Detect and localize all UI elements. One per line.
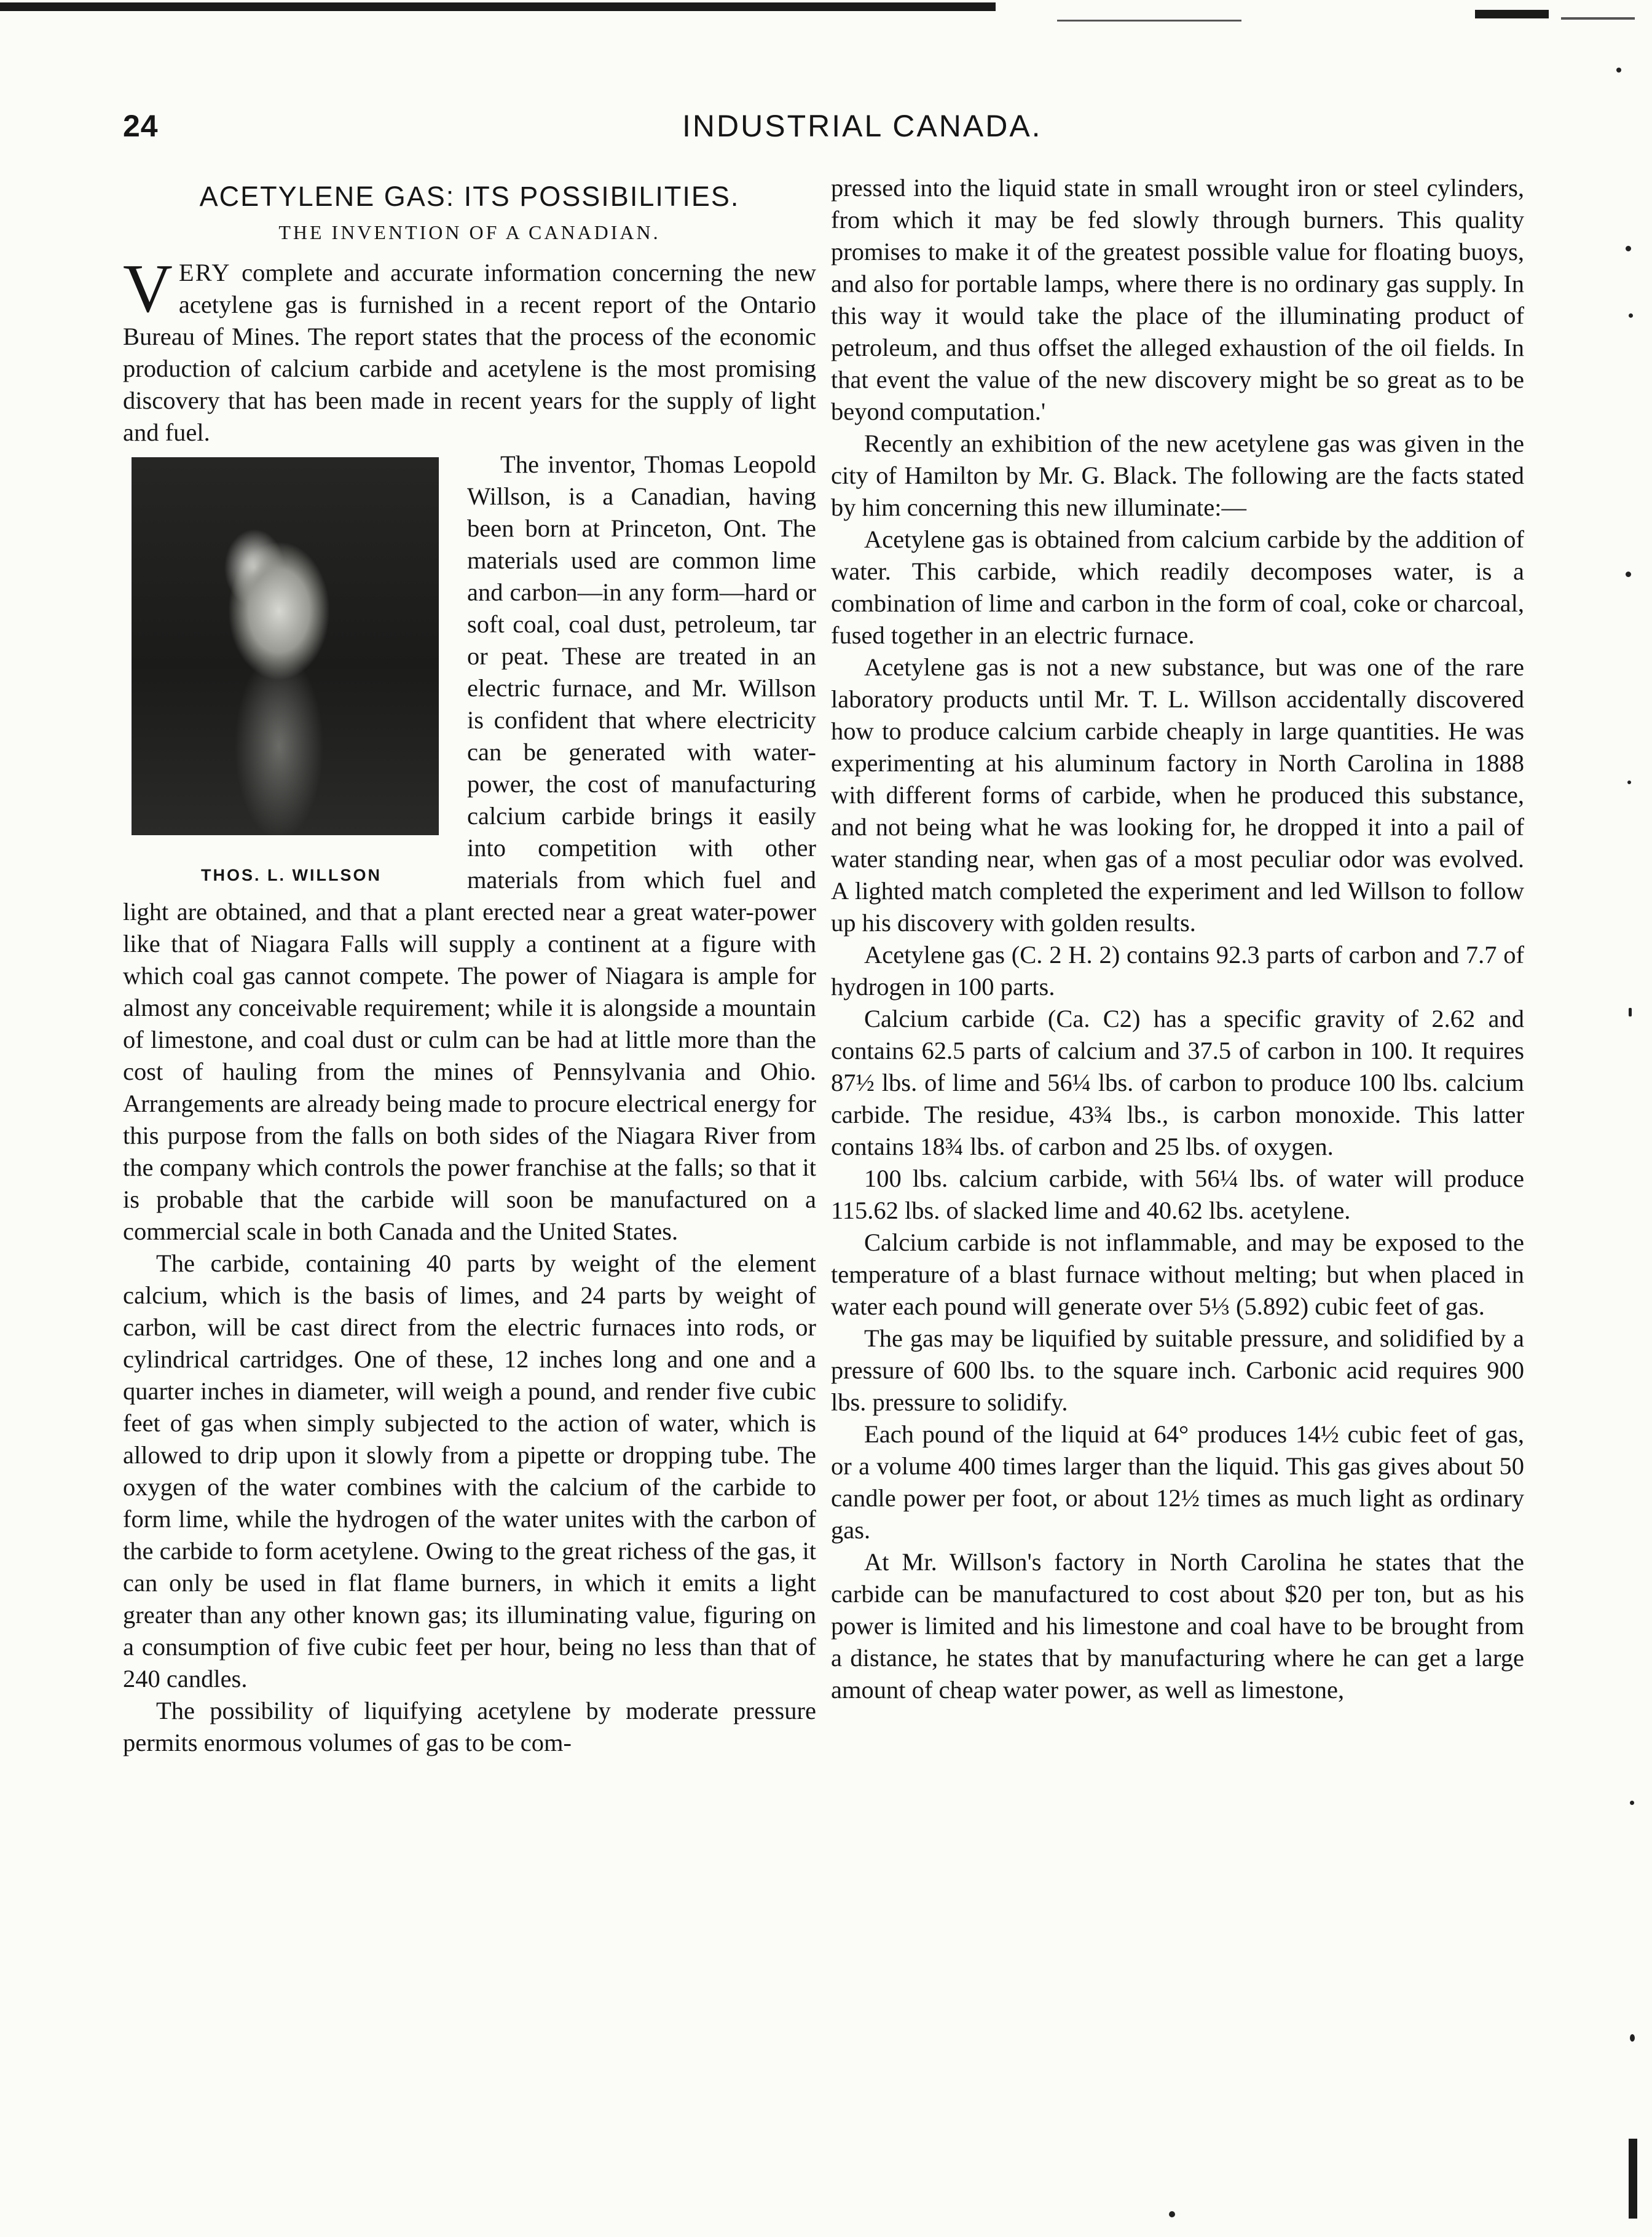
scan-speck — [1626, 246, 1631, 251]
article-headline: ACETYLENE GAS: ITS POSSIBILITIES. — [199, 181, 740, 212]
paragraph: At Mr. Willson's factory in North Carolina he states that the carbide can be manufactured to cost about $20 per ton, but as his power is limited and his limestone and coal have to be brought from a distance, he states that by manufacturing where he can get a large amount of cheap water power, as well as limestone, — [831, 1548, 1524, 1704]
drop-cap: V — [123, 251, 173, 327]
paragraph: The carbide, containing 40 parts by weight of the element calcium, which is the basis of limes, and 24 parts by weight of carbon, will be cast direct from the electric furnaces into rods, or cylindrical cartridges. One of these, 12 inches long and one and a quarter inches in diameter, will weigh a pound, and render five cubic feet of gas when simply subjected to the action of water, which is allowed to drip upon it slowly from a pipette or dropping tube. The oxygen of the water combines with the calcium of the carbide to form lime, while the hydrogen of the water unites with the carbon of the carbide to form acetylene. Owing to the great richess of the gas, it can only be used in flat flame burners, in which it emits a light greater than any other known gas; its illuminating value, figuring on a consumption of five cubic feet per hour, being no less than that of 240 candles. — [123, 1249, 816, 1692]
paragraph: pressed into the liquid state in small wrought iron or steel cylinders, from which it may be fed slowly through burners. This quality promises to make it of the greatest possible value for floating buoys, and also for portable lamps, where there is no ordinary gas supply. In this way it would take the place of the illuminating product of petroleum, and thus offset the alleged exhaustion of the oil fields. In that event the value of the new discovery might be so great as to be beyond computation.' — [831, 174, 1524, 425]
lead-caps: ERY — [178, 259, 231, 286]
paragraph: Acetylene gas (C. 2 H. 2) contains 92.3 parts of carbon and 7.7 of hydrogen in 100 parts. — [831, 941, 1524, 1001]
paragraph: Recently an exhibition of the new acetylene gas was given in the city of Hamilton by Mr. G. Black. The following are the facts stated by him concerning this new illuminate:— — [831, 430, 1524, 521]
scan-speck — [1629, 1008, 1632, 1016]
paragraph: 100 lbs. calcium carbide, with 56¼ lbs. of water will produce 115.62 lbs. of slacked lime and 40.62 lbs. acetylene. — [831, 1165, 1524, 1224]
scan-speck — [1630, 1801, 1634, 1805]
portrait-figure — [132, 457, 451, 886]
article-subheadline: THE INVENTION OF A CANADIAN. — [278, 221, 661, 243]
top-rule-fragment — [1475, 10, 1549, 18]
running-title: INDUSTRIAL CANADA. — [682, 109, 1042, 143]
paragraph: Each pound of the liquid at 64° produces 14½ cubic feet of gas, or a volume 400 times larger than the liquid. This gas gives about 50 candle power per foot, or about 12½ times as much light as ordinary gas. — [831, 1420, 1524, 1544]
scan-speck — [1629, 313, 1633, 318]
right-column — [831, 172, 1524, 2169]
portrait-photo — [132, 457, 439, 835]
paragraph: The inventor, Thomas Leopold Willson, is a Canadian, having been born at Princeton, Ont. The materials used are common lime and carbon—in any form—hard or soft coal, coal dust, petroleum, tar or peat. These are treated in an electric furnace, and Mr. Willson is confident that where electricity can be generated with water-power, the cost of manufacturing calcium carbide brings it easily into competition with other materials from which fuel and light are obtained, and that a plant erected near a great water-power like that of Niagara Falls will supply a continent at a figure with which coal gas cannot compete. The power of Niagara is ample for almost any conceivable requirement; while it is alongside a mountain of limestone, and coal dust or culm can be had at little more than the cost of hauling from the mines of Pennsylvania and Ohio. Arrangements are already being made to procure electrical energy for this purpose from the falls on both sides of the Niagara River from the company which controls the power franchise at the falls; so that it is probable that the carbide will soon be manufactured on a commercial scale in both Canada and the United States. — [123, 450, 816, 1245]
scan-speck — [1630, 2034, 1635, 2042]
paragraph: Acetylene gas is obtained from calcium carbide by the addition of water. This carbide, which readily decomposes water, is a combination of lime and carbon in the form of coal, coke or charcoal, fused together in an electric furnace. — [831, 525, 1524, 649]
top-rule — [0, 2, 996, 11]
scan-speck — [1616, 68, 1621, 73]
scan-speck — [1626, 572, 1631, 577]
left-column — [123, 172, 816, 2169]
paragraph: Acetylene gas is not a new substance, but was one of the rare laboratory products until Mr. T. L. Willson accidentally discovered how to produce calcium carbide cheaply in large quantities. He was experimenting at his aluminum factory in North Carolina in 1888 with different forms of carbide, when he produced this substance, and not being what he was looking for, he dropped it into a pail of water standing near, when gas of a most peculiar odor was evolved. A lighted match completed the experiment and led Willson to follow up his discovery with golden results. — [831, 653, 1524, 937]
paragraph: The gas may be liquified by suitable pressure, and solidified by a pressure of 600 lbs. to the square inch. Carbonic acid requires 900 lbs. pressure to solidify. — [831, 1324, 1524, 1416]
top-rule-fragment — [1057, 20, 1241, 22]
scan-speck — [1169, 2211, 1175, 2217]
paragraph: Calcium carbide (Ca. C2) has a specific gravity of 2.62 and contains 62.5 parts of calcium and 37.5 of carbon in 100. It requires 87½ lbs. of lime and 56¼ lbs. of carbon to produce 100 lbs. calcium carbide. The residue, 43¾ lbs., is carbon monoxide. This latter contains 18¾ lbs. of carbon and 25 lbs. of oxygen. — [831, 1005, 1524, 1160]
paragraph: Calcium carbide is not inflammable, and may be exposed to the temperature of a blast furnace without melting; but when placed in water each pound will generate over 5⅓ (5.892) cubic feet of gas. — [831, 1229, 1524, 1320]
paragraph: The possibility of liquifying acetylene by moderate pressure permits enormous volumes of gas to be com- — [123, 1697, 816, 1756]
photo-caption: THOS. L. WILLSON — [201, 866, 382, 884]
page-number: 24 — [123, 109, 159, 143]
scan-speck — [1627, 780, 1631, 784]
paragraph: VERY complete and accurate information concerning the new acetylene gas is furnished in a recent report of the Ontario Bureau of Mines. The report states that the process of the economic production of calcium carbide and acetylene is the most promising discovery that has been made in recent years for the supply of light and fuel. — [123, 251, 816, 446]
edge-bar — [1629, 2139, 1637, 2219]
top-rule-fragment — [1561, 17, 1635, 20]
